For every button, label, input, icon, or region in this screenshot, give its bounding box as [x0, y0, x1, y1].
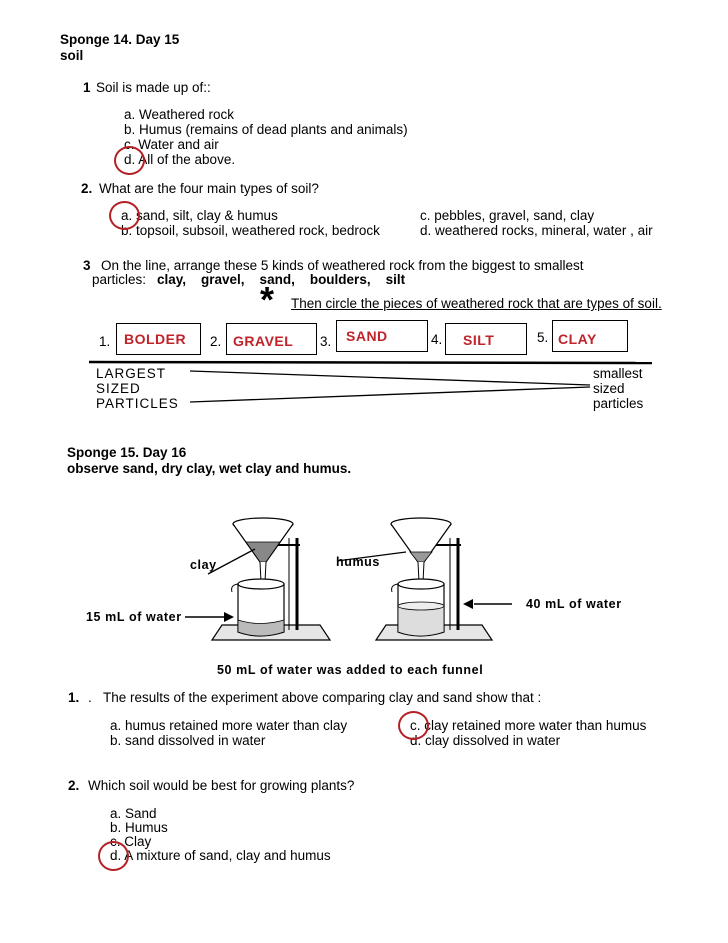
answer-3-text: SAND: [346, 328, 388, 344]
q1-option-b: b. Humus (remains of dead plants and animals): [124, 122, 408, 137]
answer-line: [89, 362, 652, 363]
smallest-label-line2: sized: [593, 381, 625, 396]
q2-number: 2.: [81, 181, 93, 196]
q3-line2-prefix: particles:: [92, 272, 147, 287]
q5-option-c: c. Clay: [110, 834, 152, 849]
q3-number: 3: [83, 258, 91, 273]
q4-option-b: b. sand dissolved in water: [110, 733, 266, 748]
q2-option-d: d. weathered rocks, mineral, water , air: [420, 223, 653, 238]
left-arrow-icon: [463, 599, 473, 609]
q5-option-a: a. Sand: [110, 806, 157, 821]
answer-circle-q5: [98, 841, 129, 871]
q5-number: 2.: [68, 778, 80, 793]
largest-label-line2: SIZED: [96, 381, 141, 396]
sponge15-title: Sponge 15. Day 16: [67, 445, 187, 460]
asterisk-icon: *: [260, 279, 275, 320]
q5-question: Which soil would be best for growing plants?: [88, 778, 355, 793]
right-water: [398, 606, 444, 636]
sponge14-title: Sponge 14. Day 15: [60, 32, 180, 47]
q2-option-a: a. sand, silt, clay & humus: [121, 208, 278, 223]
clay-label: clay: [190, 558, 217, 572]
q3-instruction: Then circle the pieces of weathered rock that are types of soil.: [291, 296, 662, 311]
answer-circle-q4: [398, 711, 429, 740]
answer-1-num: 1.: [99, 334, 111, 349]
q1-option-d: d. All of the above.: [124, 152, 236, 167]
largest-label-line1: LARGEST: [96, 366, 167, 381]
q2-option-c: c. pebbles, gravel, sand, clay: [420, 208, 595, 223]
answer-1-text: BOLDER: [124, 331, 187, 347]
right-water-label: 40 mL of water: [526, 597, 622, 611]
q3-line1: On the line, arrange these 5 kinds of weathered rock from the biggest to smallest: [101, 258, 584, 273]
q1-option-c: c. Water and air: [124, 137, 219, 152]
sponge14-subtitle: soil: [60, 48, 84, 63]
q3-line2-items: clay, gravel, sand, boulders, silt: [157, 272, 406, 287]
right-arrow-icon: [224, 612, 234, 622]
q5-option-b: b. Humus: [110, 820, 168, 835]
answer-4-num: 4.: [431, 332, 443, 347]
answer-5-num: 5.: [537, 330, 549, 345]
left-water-label: 15 mL of water: [86, 610, 182, 624]
q5-option-d: d. A mixture of sand, clay and humus: [110, 848, 331, 863]
taper-top-line: [190, 371, 590, 385]
q4-option-d: d. clay dissolved in water: [410, 733, 561, 748]
q1-option-a: a. Weathered rock: [124, 107, 235, 122]
taper-bottom-line: [190, 387, 590, 402]
answer-4-text: SILT: [463, 332, 495, 348]
q1-number: 1: [83, 80, 91, 95]
answer-5-text: CLAY: [558, 331, 597, 347]
humus-label: humus: [336, 555, 380, 569]
smallest-label-line1: smallest: [593, 366, 643, 381]
q2-option-b: b. topsoil, subsoil, weathered rock, bedrock: [121, 223, 380, 238]
q4-question: The results of the experiment above comparing clay and sand show that :: [103, 690, 542, 705]
clay-apparatus: [212, 518, 330, 640]
smallest-label-line3: particles: [593, 396, 644, 411]
q4-option-c: c. clay retained more water than humus: [410, 718, 647, 733]
q4-dot: .: [88, 690, 92, 705]
q4-option-a: a. humus retained more water than clay: [110, 718, 348, 733]
sponge15-subtitle: observe sand, dry clay, wet clay and humus.: [67, 461, 352, 476]
left-funnel-clay: [246, 542, 280, 562]
largest-label-line3: PARTICLES: [96, 396, 179, 411]
right-funnel-humus: [410, 552, 432, 562]
diagram-caption: 50 mL of water was added to each funnel: [217, 663, 484, 677]
humus-apparatus: [376, 518, 492, 640]
q4-number: 1.: [68, 690, 80, 705]
answer-2-text: GRAVEL: [233, 333, 294, 349]
q2-question: What are the four main types of soil?: [99, 181, 319, 196]
answer-3-num: 3.: [320, 334, 332, 349]
q1-question: Soil is made up of::: [96, 80, 211, 95]
answer-2-num: 2.: [210, 334, 222, 349]
